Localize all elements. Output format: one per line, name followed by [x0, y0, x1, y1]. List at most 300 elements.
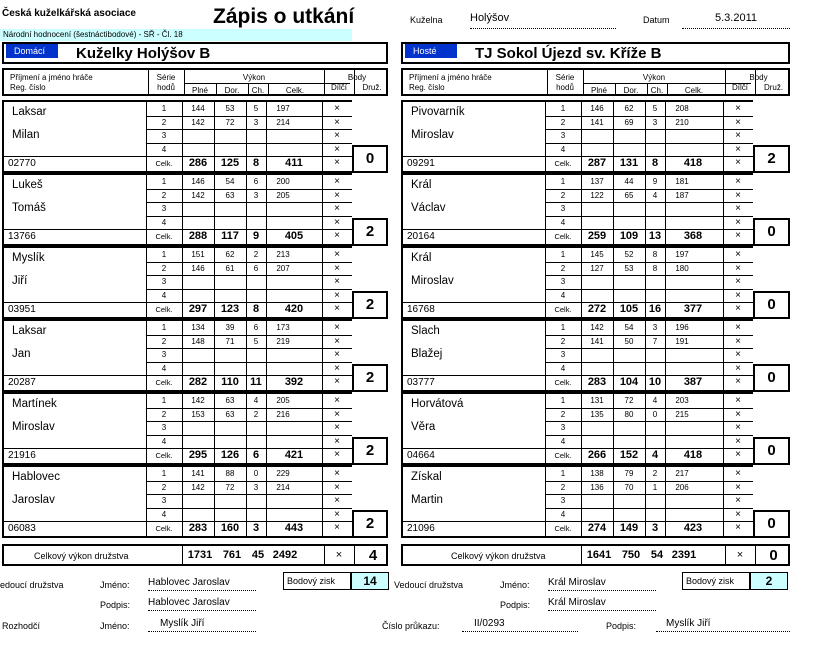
away-row-divider — [545, 143, 753, 144]
home-series-x: × — [334, 349, 340, 360]
away-series-x: × — [735, 276, 741, 287]
away-total-ch: 13 — [648, 230, 662, 242]
away-celk-label: Celk. — [554, 524, 572, 533]
home-series-celk: 197 — [276, 104, 290, 113]
home-total-celk: 443 — [284, 522, 304, 534]
away-series-plne: 131 — [590, 396, 604, 405]
away-series-no: 3 — [560, 204, 566, 213]
away-vedouci-label: Vedoucí družstva — [394, 580, 464, 590]
home-sum-x: × — [335, 549, 343, 561]
away-celk-label: Celk. — [554, 378, 572, 387]
home-series-no: 2 — [161, 117, 167, 127]
away-row-divider — [545, 481, 753, 482]
home-total-ch: 8 — [252, 157, 260, 169]
home-player-points: 2 — [352, 510, 388, 538]
home-series-no: 1 — [161, 469, 167, 478]
away-series-x: × — [735, 349, 741, 360]
home-series-celk: 207 — [276, 263, 290, 273]
home-player-firstname: Jan — [12, 348, 31, 360]
home-total-plne: 283 — [188, 522, 208, 534]
home-series-ch: 6 — [253, 263, 259, 273]
away-series-x: × — [735, 116, 741, 128]
home-series-x: × — [334, 216, 340, 228]
away-series-no: 2 — [560, 263, 566, 273]
kuzelna-field — [470, 12, 616, 29]
away-col-dilci: Dílčí — [732, 83, 748, 92]
home-series-no: 2 — [161, 409, 167, 419]
home-series-x: × — [334, 289, 340, 301]
home-series-no: 4 — [161, 436, 167, 446]
home-sum-points: 4 — [368, 547, 378, 564]
away-series-no: 3 — [560, 496, 566, 505]
away-series-plne: 127 — [590, 263, 604, 273]
home-series-x: × — [334, 422, 340, 433]
home-series-plne: 146 — [191, 263, 205, 273]
home-series-x: × — [334, 103, 340, 114]
away-series-x: × — [735, 435, 741, 447]
away-series-x: × — [735, 189, 741, 201]
home-total-celk: 392 — [284, 376, 304, 388]
home-series-no: 3 — [161, 204, 167, 213]
home-series-plne: 153 — [191, 409, 205, 419]
away-series-no: 1 — [560, 469, 566, 478]
away-row-divider — [545, 129, 753, 130]
home-total-ch: 8 — [252, 303, 260, 315]
away-total-dor: 152 — [619, 449, 639, 461]
home-series-no: 1 — [161, 250, 167, 259]
home-player-firstname: Tomáš — [12, 202, 46, 214]
home-player-surname: Laksar — [12, 106, 47, 118]
away-series-no: 4 — [560, 217, 566, 227]
rozhodci-signature: Myslík Jiří — [656, 618, 790, 632]
page-title: Zápis o utkání — [213, 5, 355, 28]
away-series-plne: 141 — [590, 336, 604, 346]
away-series-plne: 122 — [590, 190, 604, 200]
away-series-no: 2 — [560, 336, 566, 346]
away-series-ch: 7 — [652, 336, 658, 346]
away-col-druz: Druž. — [763, 83, 784, 92]
away-player-firstname: Martin — [411, 494, 443, 506]
home-series-celk: 173 — [276, 323, 290, 332]
away-player-reg: 16768 — [407, 304, 435, 315]
away-series-x: × — [735, 335, 741, 347]
away-series-x: × — [735, 143, 741, 155]
away-series-no: 2 — [560, 190, 566, 200]
away-reg-divider — [403, 302, 547, 303]
home-reg-divider — [4, 375, 148, 376]
away-total-x: × — [735, 449, 741, 460]
home-player-points: 2 — [352, 291, 388, 319]
away-series-celk: 210 — [675, 117, 689, 127]
home-series-ch: 3 — [253, 190, 259, 200]
home-reg-divider — [4, 448, 148, 449]
away-series-x: × — [735, 249, 741, 260]
away-col-player: Příjmení a jméno hráče — [409, 73, 492, 82]
home-series-celk: 205 — [276, 396, 290, 405]
away-player-surname: Pivovarník — [411, 106, 465, 118]
away-total-plne: 274 — [587, 522, 607, 534]
home-reg-divider — [4, 156, 148, 157]
home-series-x: × — [334, 203, 340, 214]
away-series-plne: 145 — [590, 250, 604, 259]
away-total-x: × — [735, 303, 741, 314]
rating-subtitle: Národní hodnocení (šestnáctibodové) - SŘ - Čl. 18 — [0, 29, 352, 41]
home-series-no: 4 — [161, 290, 167, 300]
kuzelna-value: Holýšov — [470, 12, 510, 24]
home-sum-celk: 2492 — [272, 549, 298, 561]
home-series-dor: 61 — [225, 263, 235, 273]
home-player-points: 2 — [352, 364, 388, 392]
home-series-no: 1 — [161, 104, 167, 113]
away-player-surname: Slach — [411, 325, 440, 337]
home-series-dor: 53 — [225, 104, 235, 113]
home-captain-signature: Hablovec Jaroslav — [148, 597, 256, 611]
home-total-ch: 6 — [252, 449, 260, 461]
away-total-ch: 10 — [648, 376, 662, 388]
home-sum-plne: 1731 — [187, 549, 213, 561]
home-series-no: 4 — [161, 217, 167, 227]
away-row-divider — [545, 202, 753, 203]
home-podpis-label: Podpis: — [100, 600, 131, 610]
cislo-prukazu-label: Číslo průkazu: — [382, 621, 440, 631]
cislo-prukazu-value: II/0293 — [462, 618, 578, 632]
home-col-reg: Reg. číslo — [10, 83, 46, 92]
away-series-celk: 191 — [675, 336, 689, 346]
away-jmeno-label: Jméno: — [500, 580, 530, 590]
home-player-reg: 13766 — [8, 231, 36, 242]
home-celk-label: Celk. — [155, 159, 173, 168]
home-col-series-1: Série — [156, 73, 176, 82]
away-total-celk: 387 — [683, 376, 703, 388]
home-col-dilci: Dílčí — [331, 83, 347, 92]
away-tag: Hosté — [405, 44, 457, 58]
away-series-ch: 3 — [652, 323, 658, 332]
home-celk-label: Celk. — [155, 305, 173, 314]
away-row-divider — [545, 116, 753, 117]
home-zisk-value: 14 — [351, 572, 389, 590]
away-series-celk: 187 — [675, 190, 689, 200]
away-player-firstname: Miroslav — [411, 275, 454, 287]
home-player-firstname: Jiří — [12, 275, 28, 287]
away-player-block — [401, 100, 753, 173]
home-series-dor: 63 — [225, 190, 235, 200]
away-row-divider — [545, 348, 753, 349]
away-series-celk: 208 — [675, 104, 689, 113]
away-total-x: × — [735, 522, 741, 533]
away-col-dor: Dor. — [623, 86, 639, 95]
away-series-x: × — [735, 422, 741, 433]
rozhodci-label: Rozhodčí — [2, 621, 41, 631]
away-row-divider — [545, 408, 753, 409]
away-player-firstname: Václav — [411, 202, 446, 214]
away-series-dor: 72 — [624, 396, 634, 405]
home-series-dor: 72 — [225, 117, 235, 127]
away-series-celk: 196 — [675, 323, 689, 332]
away-total-ch: 4 — [651, 449, 659, 461]
away-series-no: 4 — [560, 363, 566, 373]
home-series-dor: 63 — [225, 409, 235, 419]
away-player-surname: Získal — [411, 471, 442, 483]
away-total-x: × — [735, 230, 741, 241]
home-player-reg: 20287 — [8, 377, 36, 388]
away-series-dor: 52 — [624, 250, 634, 259]
home-series-ch: 5 — [253, 336, 259, 346]
home-total-plne: 282 — [188, 376, 208, 388]
home-series-x: × — [334, 408, 340, 420]
home-series-ch: 2 — [253, 409, 259, 419]
away-player-reg: 21096 — [407, 523, 435, 534]
away-player-block — [401, 319, 753, 392]
home-series-ch: 2 — [253, 250, 259, 259]
home-total-celk: 411 — [285, 157, 303, 169]
home-sheet — [2, 68, 388, 544]
away-row-divider — [545, 335, 753, 336]
away-total-plne: 266 — [587, 449, 607, 461]
away-player-firstname: Miroslav — [411, 129, 454, 141]
away-total-plne: 283 — [587, 376, 607, 388]
home-col-player: Příjmení a jméno hráče — [10, 73, 93, 82]
away-captain-signature: Král Miroslav — [548, 597, 656, 611]
home-vedouci-label: edoucí družstva — [0, 580, 64, 590]
away-series-x: × — [735, 468, 741, 479]
away-series-x: × — [735, 130, 741, 141]
home-total-dor: 123 — [220, 303, 240, 315]
home-total-dor: 117 — [221, 230, 239, 242]
away-series-no: 2 — [560, 482, 566, 492]
away-row-divider — [545, 262, 753, 263]
away-series-plne: 142 — [590, 323, 604, 332]
home-celk-label: Celk. — [155, 524, 173, 533]
away-player-firstname: Věra — [411, 421, 436, 433]
away-player-block — [401, 392, 753, 465]
away-series-x: × — [735, 289, 741, 301]
home-total-dor: 126 — [220, 449, 240, 461]
away-reg-divider — [403, 448, 547, 449]
away-series-no: 4 — [560, 436, 566, 446]
away-player-points: 0 — [753, 218, 790, 246]
home-series-ch: 0 — [253, 469, 259, 478]
away-row-divider — [545, 435, 753, 436]
home-total-x: × — [334, 376, 340, 387]
away-player-surname: Horvátová — [411, 398, 464, 410]
home-total-celk: 421 — [284, 449, 304, 461]
home-col-series-2: hodů — [157, 83, 175, 92]
home-total-dor: 160 — [220, 522, 240, 534]
home-series-plne: 148 — [191, 336, 205, 346]
away-player-reg: 09291 — [407, 158, 435, 169]
home-player-block — [2, 392, 352, 465]
away-total-dor: 105 — [619, 303, 639, 315]
away-series-x: × — [735, 216, 741, 228]
away-series-no: 1 — [560, 396, 566, 405]
away-series-dor: 54 — [624, 323, 634, 332]
home-tag: Domácí — [6, 44, 58, 58]
away-series-x: × — [735, 322, 741, 333]
away-celk-label: Celk. — [554, 451, 572, 460]
away-summary-label: Celkový výkon družstva — [451, 551, 546, 561]
datum-value: 5.3.2011 — [714, 12, 757, 24]
home-team-box — [2, 42, 388, 64]
home-series-plne: 142 — [191, 396, 205, 405]
away-player-firstname: Blažej — [411, 348, 443, 360]
away-total-ch: 3 — [651, 522, 659, 534]
away-series-ch: 2 — [652, 469, 658, 478]
home-zisk-label: Bodový zisk — [287, 576, 336, 586]
away-series-ch: 9 — [652, 177, 658, 186]
rozhodci-jmeno-label: Jméno: — [100, 621, 130, 631]
home-series-celk: 205 — [276, 190, 290, 200]
away-series-celk: 180 — [675, 263, 689, 273]
home-series-x: × — [334, 362, 340, 374]
away-player-points: 0 — [753, 437, 790, 465]
away-reg-divider — [403, 375, 547, 376]
away-total-celk: 418 — [683, 449, 703, 461]
away-zisk-label: Bodový zisk — [686, 576, 735, 586]
away-series-x: × — [735, 495, 741, 506]
away-player-surname: Král — [411, 252, 432, 264]
away-series-x: × — [735, 176, 741, 187]
home-series-x: × — [334, 495, 340, 506]
away-total-dor: 149 — [619, 522, 639, 534]
away-row-divider — [545, 275, 753, 276]
home-series-no: 4 — [161, 509, 167, 519]
home-player-firstname: Miroslav — [12, 421, 55, 433]
away-series-ch: 5 — [652, 104, 658, 113]
away-col-celk: Celk. — [684, 86, 704, 95]
home-series-plne: 146 — [191, 177, 205, 186]
away-sum-x: × — [736, 549, 744, 561]
home-player-block — [2, 465, 352, 538]
away-series-plne: 138 — [590, 469, 604, 478]
home-player-surname: Myslík — [12, 252, 45, 264]
home-captain-name: Hablovec Jaroslav — [148, 577, 256, 591]
home-sum-ch: 45 — [251, 549, 265, 561]
away-series-no: 1 — [560, 323, 566, 332]
home-player-points: 2 — [352, 437, 388, 465]
home-player-points: 0 — [352, 145, 388, 173]
away-series-dor: 80 — [624, 409, 634, 419]
home-player-block — [2, 319, 352, 392]
home-zisk-label-box — [283, 572, 351, 590]
home-series-no: 3 — [161, 131, 167, 140]
home-player-surname: Hablovec — [12, 471, 60, 483]
home-sum-dor: 761 — [222, 549, 242, 561]
home-celk-label: Celk. — [155, 378, 173, 387]
away-series-celk: 181 — [675, 177, 689, 186]
away-zisk-value: 2 — [750, 572, 788, 590]
home-celk-label: Celk. — [155, 232, 173, 241]
away-series-no: 3 — [560, 131, 566, 140]
home-series-no: 3 — [161, 496, 167, 505]
away-summary-row — [401, 544, 790, 566]
home-player-reg: 03951 — [8, 304, 36, 315]
away-sheet — [401, 68, 790, 544]
away-celk-label: Celk. — [554, 159, 572, 168]
datum-label: Datum — [643, 15, 670, 25]
away-total-plne: 272 — [587, 303, 607, 315]
home-player-block — [2, 100, 352, 173]
away-reg-divider — [403, 229, 547, 230]
home-player-surname: Laksar — [12, 325, 47, 337]
away-series-dor: 62 — [624, 104, 634, 113]
away-series-celk: 197 — [675, 250, 689, 259]
away-series-dor: 70 — [624, 482, 634, 492]
home-col-ch: Ch. — [251, 86, 265, 95]
away-series-x: × — [735, 203, 741, 214]
home-total-ch: 9 — [252, 230, 260, 242]
home-player-reg: 02770 — [8, 158, 36, 169]
home-series-celk: 214 — [276, 117, 290, 127]
home-series-dor: 88 — [225, 469, 235, 478]
home-series-x: × — [334, 481, 340, 493]
away-row-divider — [545, 189, 753, 190]
home-player-points: 2 — [352, 218, 388, 246]
home-total-x: × — [334, 449, 340, 460]
home-series-celk: 200 — [276, 177, 290, 186]
away-series-x: × — [735, 408, 741, 420]
away-series-x: × — [735, 262, 741, 274]
home-series-x: × — [334, 468, 340, 479]
datum-field — [682, 12, 790, 29]
home-total-celk: 405 — [284, 230, 304, 242]
away-player-surname: Král — [411, 179, 432, 191]
away-celk-label: Celk. — [554, 232, 572, 241]
home-player-firstname: Milan — [12, 129, 40, 141]
away-total-celk: 423 — [683, 522, 703, 534]
away-series-celk: 206 — [675, 482, 689, 492]
home-series-plne: 142 — [191, 117, 205, 127]
away-series-celk: 215 — [675, 409, 689, 419]
home-jmeno-label: Jméno: — [100, 580, 130, 590]
away-zisk-label-box — [682, 572, 750, 590]
away-series-no: 1 — [560, 250, 566, 259]
away-reg-divider — [403, 521, 547, 522]
home-total-x: × — [334, 303, 340, 314]
away-series-no: 1 — [560, 177, 566, 186]
home-series-plne: 151 — [191, 250, 205, 259]
away-podpis-label: Podpis: — [500, 600, 531, 610]
home-series-x: × — [334, 130, 340, 141]
away-total-dor: 109 — [619, 230, 639, 242]
home-total-ch: 3 — [252, 522, 260, 534]
away-total-x: × — [735, 376, 741, 387]
home-series-x: × — [334, 322, 340, 333]
away-total-celk: 418 — [683, 157, 703, 169]
away-series-no: 2 — [560, 117, 566, 127]
home-total-celk: 420 — [284, 303, 304, 315]
home-table-header — [2, 68, 388, 96]
home-player-surname: Lukeš — [12, 179, 43, 191]
home-reg-divider — [4, 229, 148, 230]
away-sum-ch: 54 — [650, 549, 664, 561]
home-series-x: × — [334, 116, 340, 128]
away-series-no: 4 — [560, 290, 566, 300]
away-player-reg: 04664 — [407, 450, 435, 461]
away-row-divider — [545, 362, 753, 363]
away-series-x: × — [735, 103, 741, 114]
away-series-dor: 65 — [624, 190, 634, 200]
home-series-ch: 3 — [253, 117, 259, 127]
home-series-no: 4 — [161, 363, 167, 373]
away-series-ch: 4 — [652, 190, 658, 200]
away-col-performance: Výkon — [642, 73, 666, 82]
away-series-x: × — [735, 481, 741, 493]
home-series-celk: 219 — [276, 336, 290, 346]
home-total-plne: 295 — [188, 449, 208, 461]
home-player-block — [2, 246, 352, 319]
away-series-dor: 53 — [624, 263, 634, 273]
home-player-firstname: Jaroslav — [12, 494, 55, 506]
